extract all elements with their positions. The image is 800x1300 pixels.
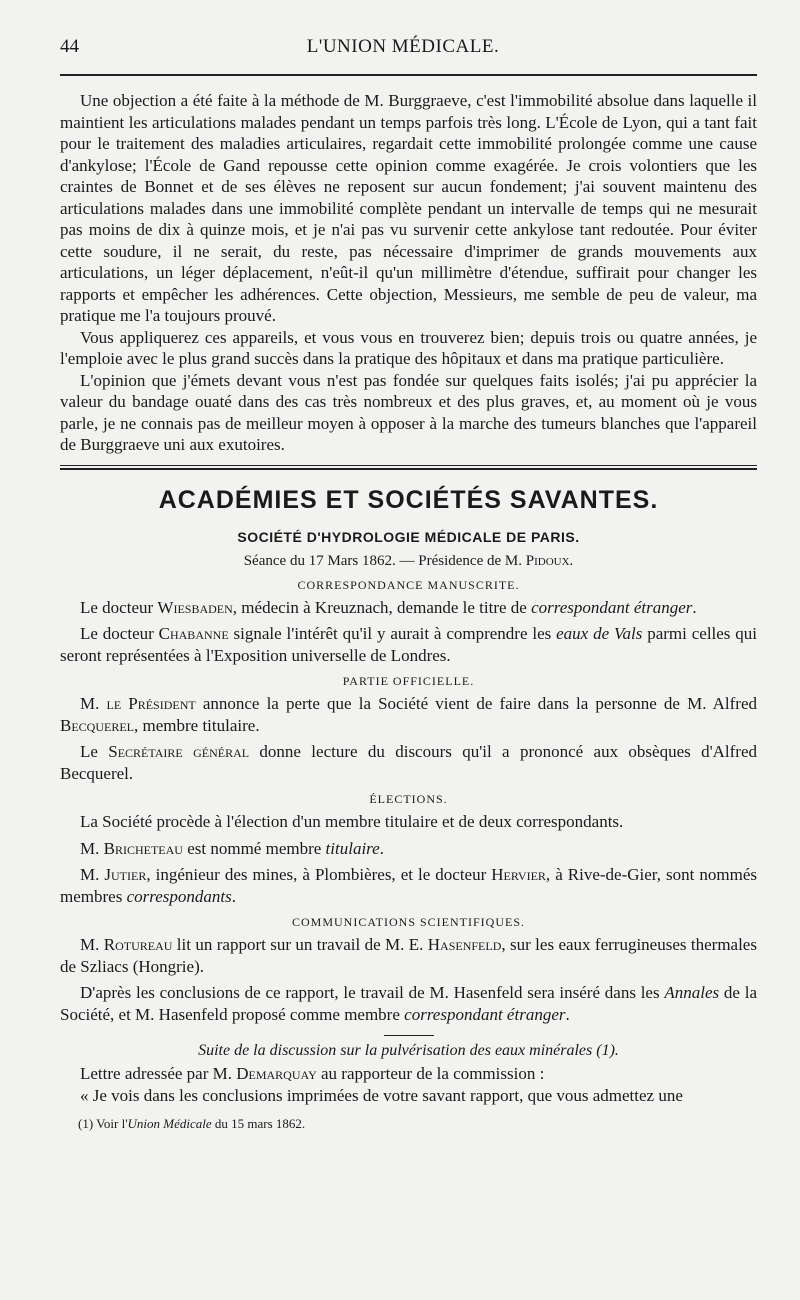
paragraph: Une objection a été faite à la méthode de M. Burggraeve, c'est l'immobilité absolue dans laquelle il maintient les articulations malades pendant un temps parfois très long. L'École de Lyon, qui a tant fait pour le traitement des maladies articulaires, regardait cette immobilité prolongée comme une cause d'ankylose; l'École de Gand repousse cette opinion comme exagérée. Je crois volontiers que les craintes de Bonnet et de ses élèves ne reposent sur aucun fondement; j'ai souvent maintenu des articulations malades dans une immobilité complète pendant un intervalle de temps qui ne mesurait pas moins de dix à quinze mois, et je n'ai pas vu survenir cette ankylose tant redoutée. Pour éviter cette soudure, il ne serait, du reste, pas nécessaire d'imprimer de grands mouvements aux articulations, un léger déplacement, n'eût-il qu'un millimètre d'étendue, suffirait pour changer les rapports et empêcher les adhérences. Cette objection, Messieurs, me semble de peu de valeur, ma pratique me l'a toujours prouvé. <box>60 91 757 325</box>
article-continuation <box>60 90 757 456</box>
page-number: 44 <box>60 36 79 57</box>
subheading-elections: ÉLECTIONS. <box>369 792 448 806</box>
paragraph: M. le Président annonce la perte que la Société vient de faire dans la personne de M. Alfred Becquerel, membre titulaire. <box>60 694 757 735</box>
paragraph: M. Bricheteau est nommé membre titulaire. <box>80 838 384 858</box>
footnote: (1) Voir l'Union Médicale du 15 mars 1862. <box>78 1116 306 1131</box>
paragraph: M. Rotureau lit un rapport sur un travail de M. E. Hasenfeld, sur les eaux ferrugineuses thermales de Szliacs (Hongrie). <box>60 935 757 976</box>
subheading-officielle: PARTIE OFFICIELLE. <box>342 674 475 688</box>
section-title: ACADÉMIES ET SOCIÉTÉS SAVANTES. <box>158 485 659 514</box>
subheading-correspondance: CORRESPONDANCE MANUSCRITE. <box>297 577 520 592</box>
section-rule <box>60 465 757 466</box>
paragraph: Le Secrétaire général donne lecture du discours qu'il a prononcé aux obsèques d'Alfred Becquerel. <box>60 742 757 783</box>
paragraph: Lettre adressée par M. Demarquay au rapporteur de la commission : <box>80 1064 545 1083</box>
page <box>60 36 757 1132</box>
paragraph: La Société procède à l'élection d'un membre titulaire et de deux correspondants. <box>80 812 624 831</box>
running-header <box>60 36 757 70</box>
society-title: SOCIÉTÉ D'HYDROLOGIE MÉDICALE DE PARIS. <box>237 528 580 545</box>
discussion-title: Suite de la discussion sur la pulvérisation des eaux minérales (1). <box>198 1042 619 1059</box>
paragraph: « Je vois dans les conclusions imprimées de votre savant rapport, que vous admettez une <box>80 1085 683 1105</box>
session-line: Séance du 17 Mars 1862. — Présidence de M. Pidoux. <box>243 552 574 569</box>
journal-title: L'UNION MÉDICALE. <box>306 36 500 57</box>
paragraph: Le docteur Chabanne signale l'intérêt qu'il y aurait à comprendre les eaux de Vals parmi celles qui seront représentées à l'Exposition universelle de Londres. <box>60 624 758 665</box>
paragraph: D'après les conclusions de ce rapport, le travail de M. Hasenfeld sera inséré dans les Annales de la Société, et M. Hasenfeld proposé comme membre correspondant étranger. <box>60 983 757 1024</box>
header-rule <box>60 74 757 76</box>
paragraph: M. Jutier, ingénieur des mines, à Plombières, et le docteur Hervier, à Rive-de-Gier, sont nommés membres correspondants. <box>60 865 757 906</box>
subheading-communications: COMMUNICATIONS SCIENTIFIQUES. <box>291 915 525 929</box>
paragraph: Vous appliquerez ces appareils, et vous vous en trouverez bien; depuis trois ou quatre années, je l'emploie avec le plus grand succès dans la pratique des hôpitaux et dans ma pratique particulière. <box>60 327 757 368</box>
paragraph: Le docteur Wiesbaden, médecin à Kreuznach, demande le titre de correspondant étranger. <box>80 597 697 617</box>
short-rule <box>384 1035 434 1036</box>
paragraph: L'opinion que j'émets devant vous n'est pas fondée sur quelques faits isolés; j'ai pu apprécier la valeur du bandage ouaté dans des cas très nombreux et des plus graves, et, au moment où je vous parle, je ne connais pas de meilleur moyen à opposer à la marche des tumeurs blanches que l'appareil de Burggraeve uni aux exutoires. <box>60 370 757 454</box>
section-rule <box>60 468 757 470</box>
